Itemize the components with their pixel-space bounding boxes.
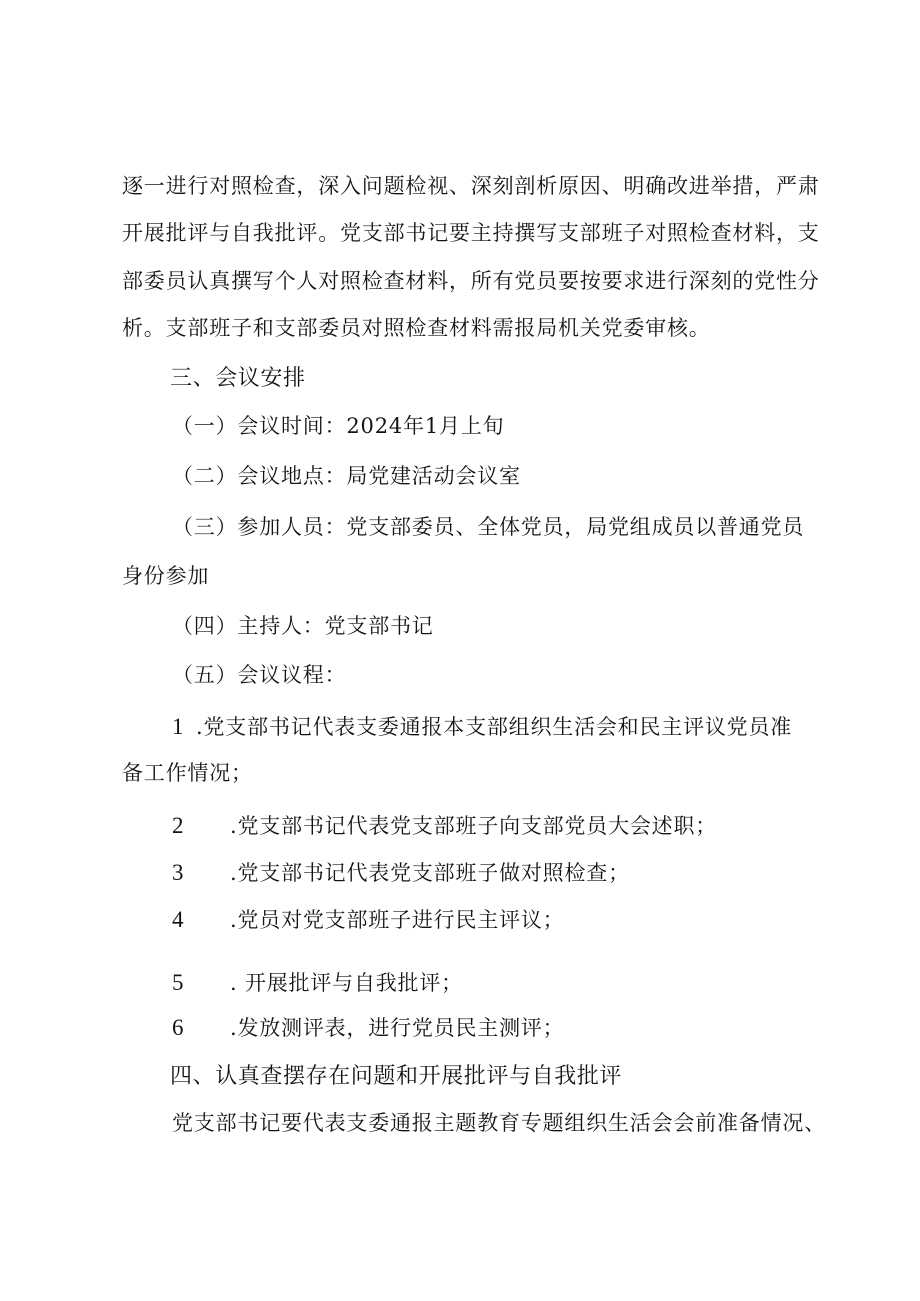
agenda-number: 2 <box>172 813 184 838</box>
agenda-number: 1 <box>172 714 184 739</box>
agenda-text: .党员对党支部班子进行民主评议； <box>230 908 565 932</box>
agenda-title: （五）会议议程： <box>172 663 347 687</box>
section-3-heading: 三、会议安排 <box>170 366 306 391</box>
meeting-place: （二）会议地点：局党建活动会议室 <box>172 464 521 488</box>
agenda-text-continued: 备工作情况； <box>122 761 253 785</box>
agenda-number: 6 <box>172 1015 184 1040</box>
section-4-heading: 四、认真查摆存在问题和开展批评与自我批评 <box>170 1064 623 1089</box>
agenda-text: . 开展批评与自我批评； <box>230 971 463 995</box>
agenda-text: .党支部书记代表党支部班子做对照检查； <box>230 861 630 885</box>
intro-line-1: 逐一进行对照检查，深入问题检视、深刻剖析原因、明确改进举措，严肃 <box>122 174 820 198</box>
intro-line-4: 析。支部班子和支部委员对照检查材料需报局机关党委审核。 <box>122 316 711 340</box>
meeting-participants-line-2: 身份参加 <box>122 564 210 588</box>
section-4-line-1: 党支部书记要代表支委通报主题教育专题组织生活会会前准备情况、 <box>172 1111 826 1135</box>
meeting-time: （一）会议时间：2024年1月上旬 <box>172 414 505 438</box>
agenda-number: 4 <box>172 907 184 932</box>
agenda-text: .党支部书记代表党支部班子向支部党员大会述职； <box>230 814 718 838</box>
intro-line-3: 部委员认真撰写个人对照检查材料，所有党员要按要求进行深刻的党性分 <box>122 269 820 293</box>
intro-line-2: 开展批评与自我批评。党支部书记要主持撰写支部班子对照检查材料，支 <box>122 221 820 245</box>
agenda-text: .发放测评表，进行党员民主测评； <box>230 1016 565 1040</box>
agenda-number: 5 <box>172 970 184 995</box>
agenda-text: .党支部书记代表支委通报本支部组织生活会和民主评议党员准 <box>196 715 793 739</box>
meeting-participants-line-1: （三）参加人员：党支部委员、全体党员，局党组成员以普通党员 <box>172 515 805 539</box>
meeting-host: （四）主持人：党支部书记 <box>172 614 434 638</box>
agenda-number: 3 <box>172 860 184 885</box>
